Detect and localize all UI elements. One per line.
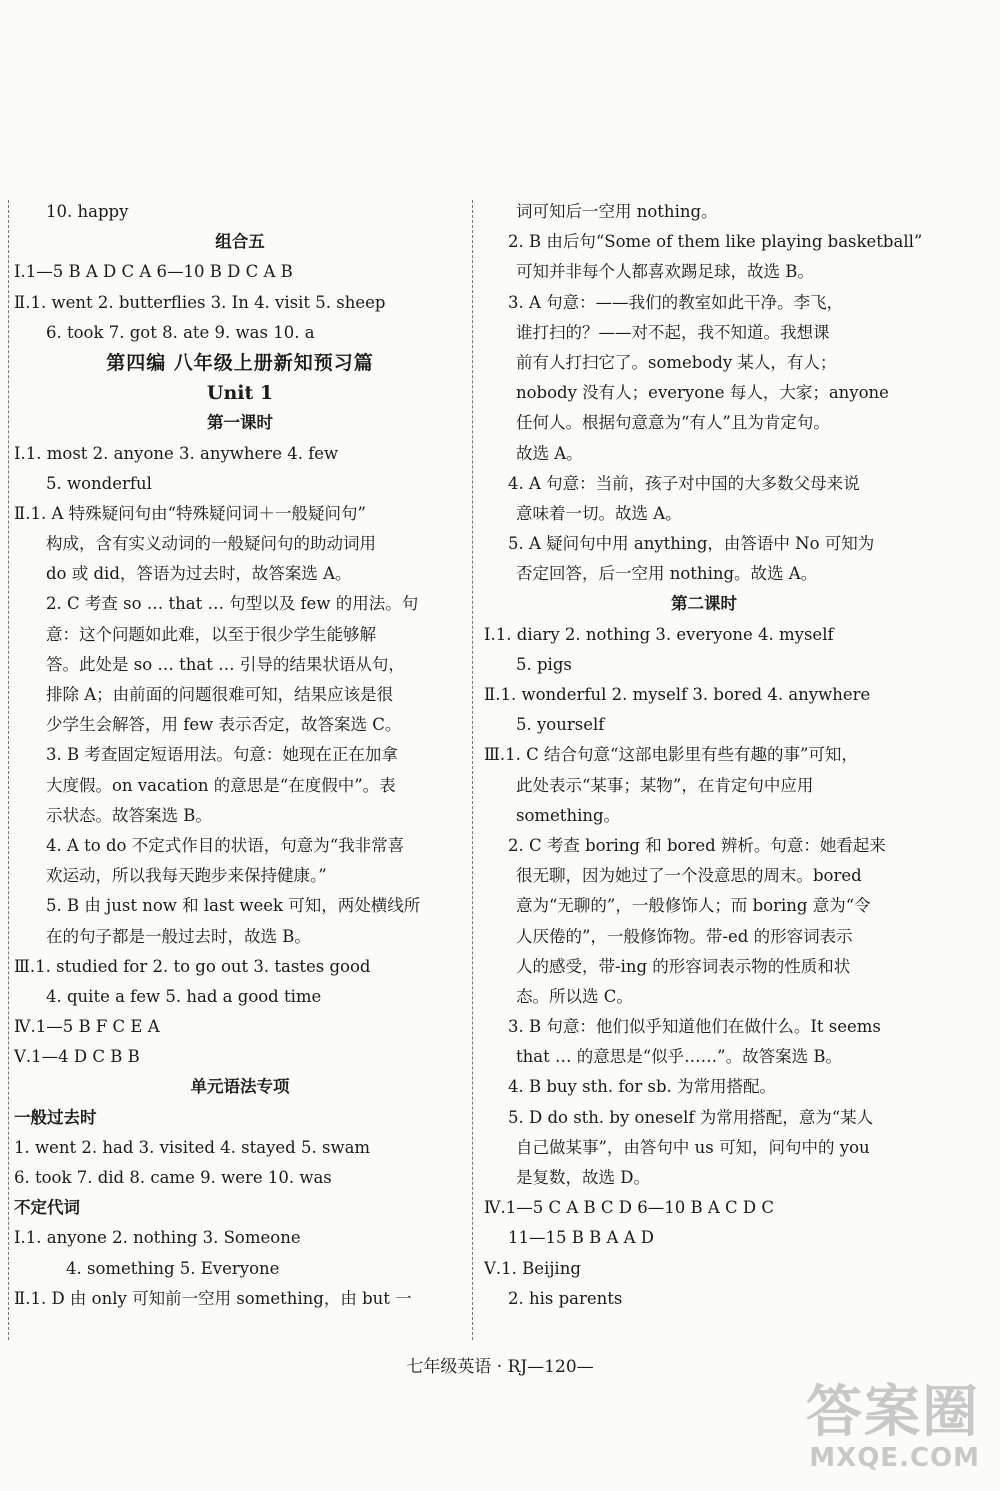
left-text-line: 5. wonderful — [46, 473, 152, 493]
right-text-line: 是复数，故选 D。 — [516, 1168, 650, 1187]
left-text-line: Ⅰ.1—5 B A D C A 6—10 B D C A B — [14, 262, 293, 282]
right-text-line: 5. yourself — [516, 715, 605, 735]
right-text-line: 第二课时 — [671, 594, 737, 614]
right-text-line: 意味着一切。故选 A。 — [516, 503, 682, 523]
left-text-line: 一般过去时 — [14, 1107, 97, 1127]
left-text-line: 4. something 5. Everyone — [66, 1258, 280, 1278]
right-text-line: something。 — [516, 805, 621, 825]
right-text-line: Ⅱ.1. wonderful 2. myself 3. bored 4. anywhere — [484, 685, 871, 704]
left-text-line: Ⅱ.1. went 2. butterflies 3. In 4. visit 5. sheep — [14, 292, 386, 312]
left-margin-rule — [8, 200, 10, 1340]
right-text-line: 词可知后一空用 nothing。 — [516, 202, 718, 221]
right-text-line: 5. A 疑问句中用 anything，由答语中 No 可知为 — [508, 534, 875, 554]
right-text-line: nobody 没有人；everyone 每人，大家；anyone — [516, 383, 889, 403]
left-text-line: 排除 A；由前面的问题很难可知，结果应该是很 — [46, 685, 394, 704]
left-text-line: 少学生会解答，用 few 表示否定，故答案选 C。 — [46, 715, 402, 735]
left-text-line: 示状态。故答案选 B。 — [46, 805, 212, 825]
left-text-line: 3. B 考查固定短语用法。句意：她现在正在加拿 — [46, 745, 398, 765]
left-column — [14, 197, 466, 1314]
right-text-line: 人厌倦的”，一般修饰物。带-ed 的形容词表示 — [516, 926, 853, 946]
left-text-line: 组合五 — [215, 232, 265, 252]
left-text-line: 5. B 由 just now 和 last week 可知，两处横线所 — [46, 896, 421, 916]
left-text-line: 10. happy — [46, 202, 129, 221]
left-text-line: Ⅱ.1. D 由 only 可知前一空用 something，由 but 一 — [14, 1288, 412, 1308]
page-footer: 七年级英语 · RJ—120— — [406, 1357, 594, 1377]
right-text-line: 否定回答，后一空用 nothing。故选 A。 — [516, 564, 818, 584]
left-text-line: 不定代词 — [14, 1198, 80, 1218]
right-text-line: Ⅰ.1. diary 2. nothing 3. everyone 4. myself — [484, 624, 834, 644]
right-text-line: 谁打扫的？——对不起，我不知道。我想课 — [516, 322, 830, 342]
right-text-line: 可知并非每个人都喜欢踢足球，故选 B。 — [516, 262, 814, 282]
right-text-line: 很无聊，因为她过了一个没意思的周末。bored — [516, 866, 862, 886]
watermark-logo: 答案圈 MXQE.COM — [806, 1380, 980, 1473]
left-text-line: 构成，含有实义动词的一般疑问句的助动词用 — [46, 534, 376, 554]
left-text-line: 4. quite a few 5. had a good time — [46, 986, 322, 1006]
left-text-line: 6. took 7. did 8. came 9. were 10. was — [14, 1168, 332, 1187]
right-text-line: Ⅳ.1—5 C A B C D 6—10 B A C D C — [484, 1198, 774, 1218]
left-text-line: Unit 1 — [206, 382, 274, 405]
left-text-line: 单元语法专项 — [190, 1077, 290, 1097]
left-text-line: 4. A to do 不定式作目的状语，句意为“我非常喜 — [46, 835, 405, 855]
right-text-line: 2. his parents — [508, 1288, 623, 1308]
right-text-line: 5. pigs — [516, 654, 572, 674]
left-text-line: 答。此处是 so … that … 引导的结果状语从句， — [46, 654, 405, 674]
left-text-line: 6. took 7. got 8. ate 9. was 10. a — [46, 322, 315, 342]
right-text-line: 人的感受，带-ing 的形容词表示物的性质和状 — [516, 956, 851, 976]
left-text-line: Ⅲ.1. studied for 2. to go out 3. tastes good — [14, 956, 371, 976]
left-text-line: 大度假。on vacation 的意思是“在度假中”。表 — [46, 775, 396, 795]
right-text-line: 4. B buy sth. for sb. 为常用搭配。 — [508, 1077, 777, 1097]
right-text-line: 3. A 句意：——我们的教室如此干净。李飞， — [508, 292, 844, 312]
right-text-line: 4. A 句意：当前，孩子对中国的大多数父母来说 — [508, 473, 860, 493]
left-text-line: Ⅴ.1—4 D C B B — [14, 1047, 140, 1067]
right-text-line: 意为“无聊的”，一般修饰人；而 boring 意为“令 — [516, 896, 871, 916]
column-divider — [472, 200, 474, 1340]
right-text-line: Ⅲ.1. C 结合句意“这部电影里有些有趣的事”可知， — [484, 745, 858, 765]
right-text-line: 任何人。根据句意意为“有人”且为肯定句。 — [516, 413, 830, 433]
left-text-line: Ⅰ.1. anyone 2. nothing 3. Someone — [14, 1228, 301, 1248]
right-text-line: 2. B 由后句“Some of them like playing basketball” — [508, 232, 923, 252]
right-text-line: 故选 A。 — [516, 443, 583, 463]
right-text-line: Ⅴ.1. Beijing — [484, 1258, 581, 1278]
left-text-line: Ⅰ.1. most 2. anyone 3. anywhere 4. few — [14, 443, 339, 463]
left-text-line: do 或 did，答语为过去时，故答案选 A。 — [46, 564, 352, 584]
right-text-line: 自己做某事”，由答句中 us 可知，问句中的 you — [516, 1137, 870, 1157]
right-column — [484, 197, 924, 1314]
left-text-line: 欢运动，所以我每天跑步来保持健康。” — [46, 866, 327, 886]
right-text-line: 3. B 句意：他们似乎知道他们在做什么。It seems — [508, 1017, 881, 1037]
right-text-line: that … 的意思是“似乎……”。故答案选 B。 — [516, 1047, 842, 1067]
left-text-line: 2. C 考查 so … that … 句型以及 few 的用法。句 — [46, 594, 419, 614]
right-text-line: 5. D do sth. by oneself 为常用搭配，意为“某人 — [508, 1107, 874, 1127]
right-text-line: 态。所以选 C。 — [516, 986, 633, 1006]
right-text-line: 2. C 考查 boring 和 bored 辨析。句意：她看起来 — [508, 835, 886, 855]
left-text-line: 意：这个问题如此难，以至于很少学生能够解 — [46, 624, 376, 644]
left-text-line: 在的句子都是一般过去时，故选 B。 — [46, 926, 311, 946]
right-text-line: 前有人打扫它了。somebody 某人，有人； — [516, 352, 837, 372]
right-text-line: 此处表示“某事；某物”，在肯定句中应用 — [516, 775, 814, 795]
left-text-line: Ⅱ.1. A 特殊疑问句由“特殊疑问词＋一般疑问句” — [14, 503, 366, 523]
right-text-line: 11—15 B B A A D — [508, 1228, 655, 1248]
left-text-line: 1. went 2. had 3. visited 4. stayed 5. swam — [14, 1137, 371, 1157]
left-text-line: 第一课时 — [207, 413, 273, 433]
left-text-line: Ⅳ.1—5 B F C E A — [14, 1017, 160, 1037]
left-text-line: 第四编 八年级上册新知预习篇 — [106, 351, 374, 374]
